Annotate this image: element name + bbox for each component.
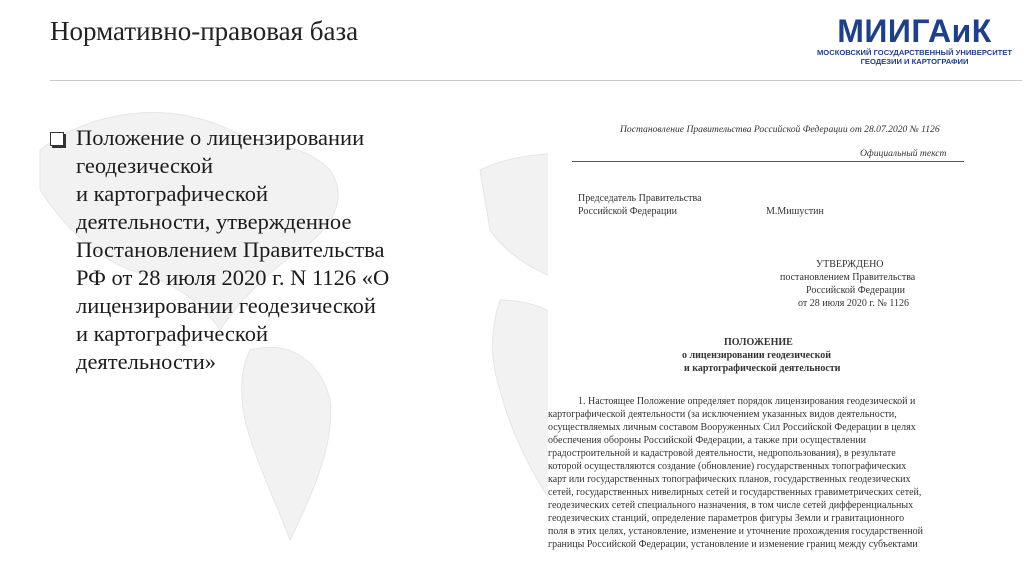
doc-para-line: градостроительной и кадастровой деятельности, недропользования), в результате (548, 448, 896, 459)
document-scan (548, 108, 966, 574)
doc-divider (572, 161, 964, 162)
doc-para-line: 1. Настоящее Положение определяет порядок лицензирования геодезической и (578, 396, 916, 407)
doc-para-line: картографической деятельности (за исключением указанных видов деятельности, (548, 409, 897, 420)
doc-subheading-2: и картографической деятельности (684, 363, 841, 374)
doc-para-line: сетей, государственных нивелирных сетей и государственных гравиметрических сетей, (548, 487, 922, 498)
logo-subtitle-line-1: МОСКОВСКИЙ ГОСУДАРСТВЕННЫЙ УНИВЕРСИТЕТ (816, 48, 1013, 57)
doc-heading: ПОЛОЖЕНИЕ (724, 337, 793, 348)
doc-approved-line-2: Российской Федерации (806, 285, 906, 296)
doc-chair-line-1: Председатель Правительства (578, 193, 702, 204)
doc-chair-name: М.Мишустин (766, 206, 824, 217)
doc-chair-line-2: Российской Федерации (578, 206, 678, 217)
university-logo (812, 14, 1017, 66)
doc-subheading-1: о лицензировании геодезической (682, 350, 831, 361)
logo-wordmark: МИИГАиК (837, 13, 992, 49)
doc-para-line: геодезических сетей специального назначения, в том числе сетей дифференциальных (548, 500, 914, 511)
doc-official-text: Официальный текст (860, 148, 947, 159)
doc-paragraph (548, 395, 964, 551)
doc-approved-line-3: от 28 июля 2020 г. № 1126 (798, 298, 910, 309)
bullet-text: Положение о лицензировании геодезической и картографической деятельности, утвержденное Постановлением Правительства РФ от 28 июля 2020 г. N 1126 «О лицензировании геодезической и картографической деятельности» (76, 125, 390, 374)
doc-approved-line-1: постановлением Правительства (780, 272, 916, 283)
page-title: Нормативно-правовая база (50, 16, 359, 46)
doc-approved: УТВЕРЖДЕНО (816, 259, 884, 270)
doc-para-line: обеспечения обороны Российской Федерации, а также при осуществлении (548, 435, 867, 446)
doc-para-line: границы Российской Федерации, установление и изменение границ между субъектами (548, 539, 918, 550)
doc-para-line: геодезических станций, определение параметров фигуры Земли и гравитационного (548, 513, 905, 524)
bullet-point (50, 124, 480, 376)
header-divider (50, 80, 1022, 81)
doc-para-line: карт или государственных топографических планов, государственных геодезических (548, 474, 911, 485)
logo-subtitle-line-2: ГЕОДЕЗИИ И КАРТОГРАФИИ (860, 57, 969, 66)
doc-para-line: которой осуществляются создание (обновление) государственных топографических (548, 461, 907, 472)
doc-para-line: осуществляемых личным составом Вооруженных Сил Российской Федерации в целях (548, 422, 916, 433)
doc-para-line: поля в этих целях, установление, изменение и уточнение прохождения государственной (548, 526, 923, 537)
doc-header-line: Постановление Правительства Российской Федерации от 28.07.2020 № 1126 (620, 124, 940, 135)
checkbox-bullet-icon (50, 132, 64, 146)
